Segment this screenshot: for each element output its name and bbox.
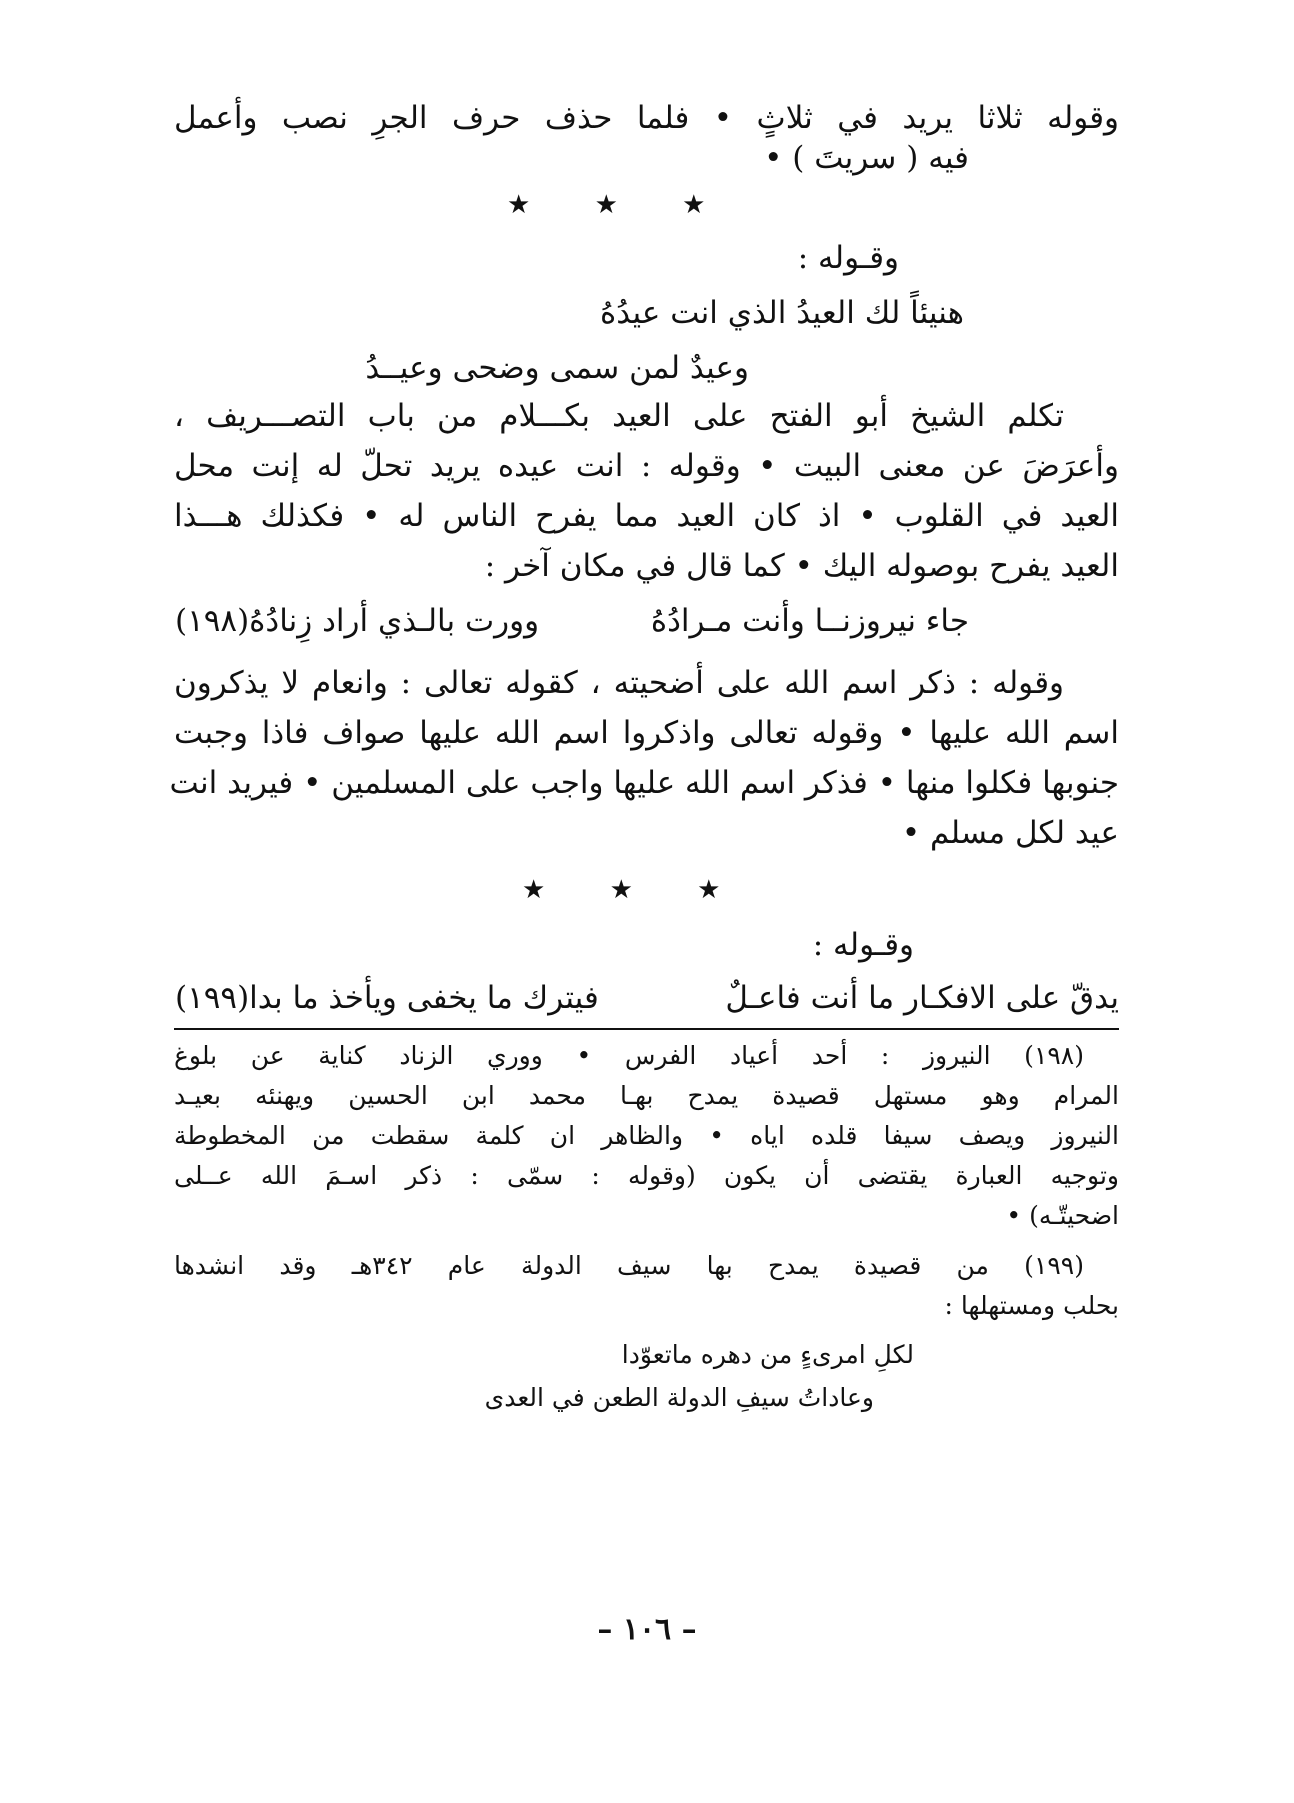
footnote-line: اضحيتّـه) • [1006,1201,1119,1230]
text-line: فيه ( سريتَ ) • [764,140,969,176]
footnote-line: (١٩٨) النيروز : أحد أعياد الفرس • ووري الزناد كناية عن بلوغ [174,1041,1084,1070]
text-line: العيد يفرح بوصوله اليك • كما قال في مكان آخر : [484,548,1119,584]
footnote-line: المرام وهو مستهل قصيدة يمدح بهـا محمد ابن الحسين ويهنئه بعيـد [174,1081,1119,1110]
section-separator: ★ ★ ★ [507,190,734,220]
footnote-verse-line: لكلِ امرىءٍ من دهره ماتعوّدا [621,1340,914,1369]
section-separator: ★ ★ ★ [522,875,749,905]
footnote-verse-line: وعاداتُ سيفِ الدولة الطعن في العدى [484,1383,874,1412]
verse-line: وعيدٌ لمن سمى وضحى وعيــدُ [365,350,749,386]
text-line: وأعرَضَ عن معنى البيت • وقوله : انت عيده يريد تحلّ له إنت محل [174,448,1119,484]
text-line: وقوله ثلاثا يريد في ثلاثٍ • فلما حذف حرف الجرِ نصب وأعمل [174,100,1119,136]
footnote-line: وتوجيه العبارة يقتضى أن يكون (وقوله : سمّى : ذكر اسـمَ الله عــلى [174,1161,1119,1190]
text-line: تكلم الشيخ أبو الفتح على العيد بكـــلام من باب التصـــريف ، [174,398,1064,434]
text-line: عيد لكل مسلم • [901,815,1119,851]
verse-hemistich-right: جاء نيروزنــا وأنت مـرادُهُ [650,603,969,639]
verse-hemistich-left: وورت بالـذي أراد زِنادُهُ(١٩٨) [175,603,540,639]
footnote-divider [174,1028,1119,1030]
text-line: اسم الله عليها • وقوله تعالى واذكروا اسم الله عليها صواف فاذا وجبت [174,715,1119,751]
section-label: وقـوله : [797,240,899,276]
verse-hemistich-right: يدقّ على الافكـار ما أنت فاعـلٌ [725,980,1119,1016]
verse-line: هنيئاً لك العيدُ الذي انت عيدُهُ [600,295,964,331]
text-line: العيد في القلوب • اذ كان العيد مما يفرح الناس له • فكذلك هـــذا [174,498,1119,534]
footnote-line: بحلب ومستهلها : [944,1291,1119,1320]
text-line: وقوله : ذكر اسم الله على أضحيته ، كقوله تعالى : وانعام لا يذكرون [174,665,1064,701]
verse-hemistich-left: فيترك ما يخفى ويأخذ ما بدا(١٩٩) [175,980,599,1016]
text-line: جنوبها فكلوا منها • فذكر اسم الله عليها واجب على المسلمين • فيريد انت [169,765,1119,801]
section-label: وقـوله : [812,927,914,963]
page-number: – ١٠٦ – [597,1612,697,1647]
footnote-line: النيروز ويصف سيفا قلده اياه • والظاهر ان كلمة سقطت من المخطوطة [174,1121,1119,1150]
footnote-line: (١٩٩) من قصيدة يمدح بها سيف الدولة عام ٣٤٢هـ وقد انشدها [174,1251,1085,1280]
